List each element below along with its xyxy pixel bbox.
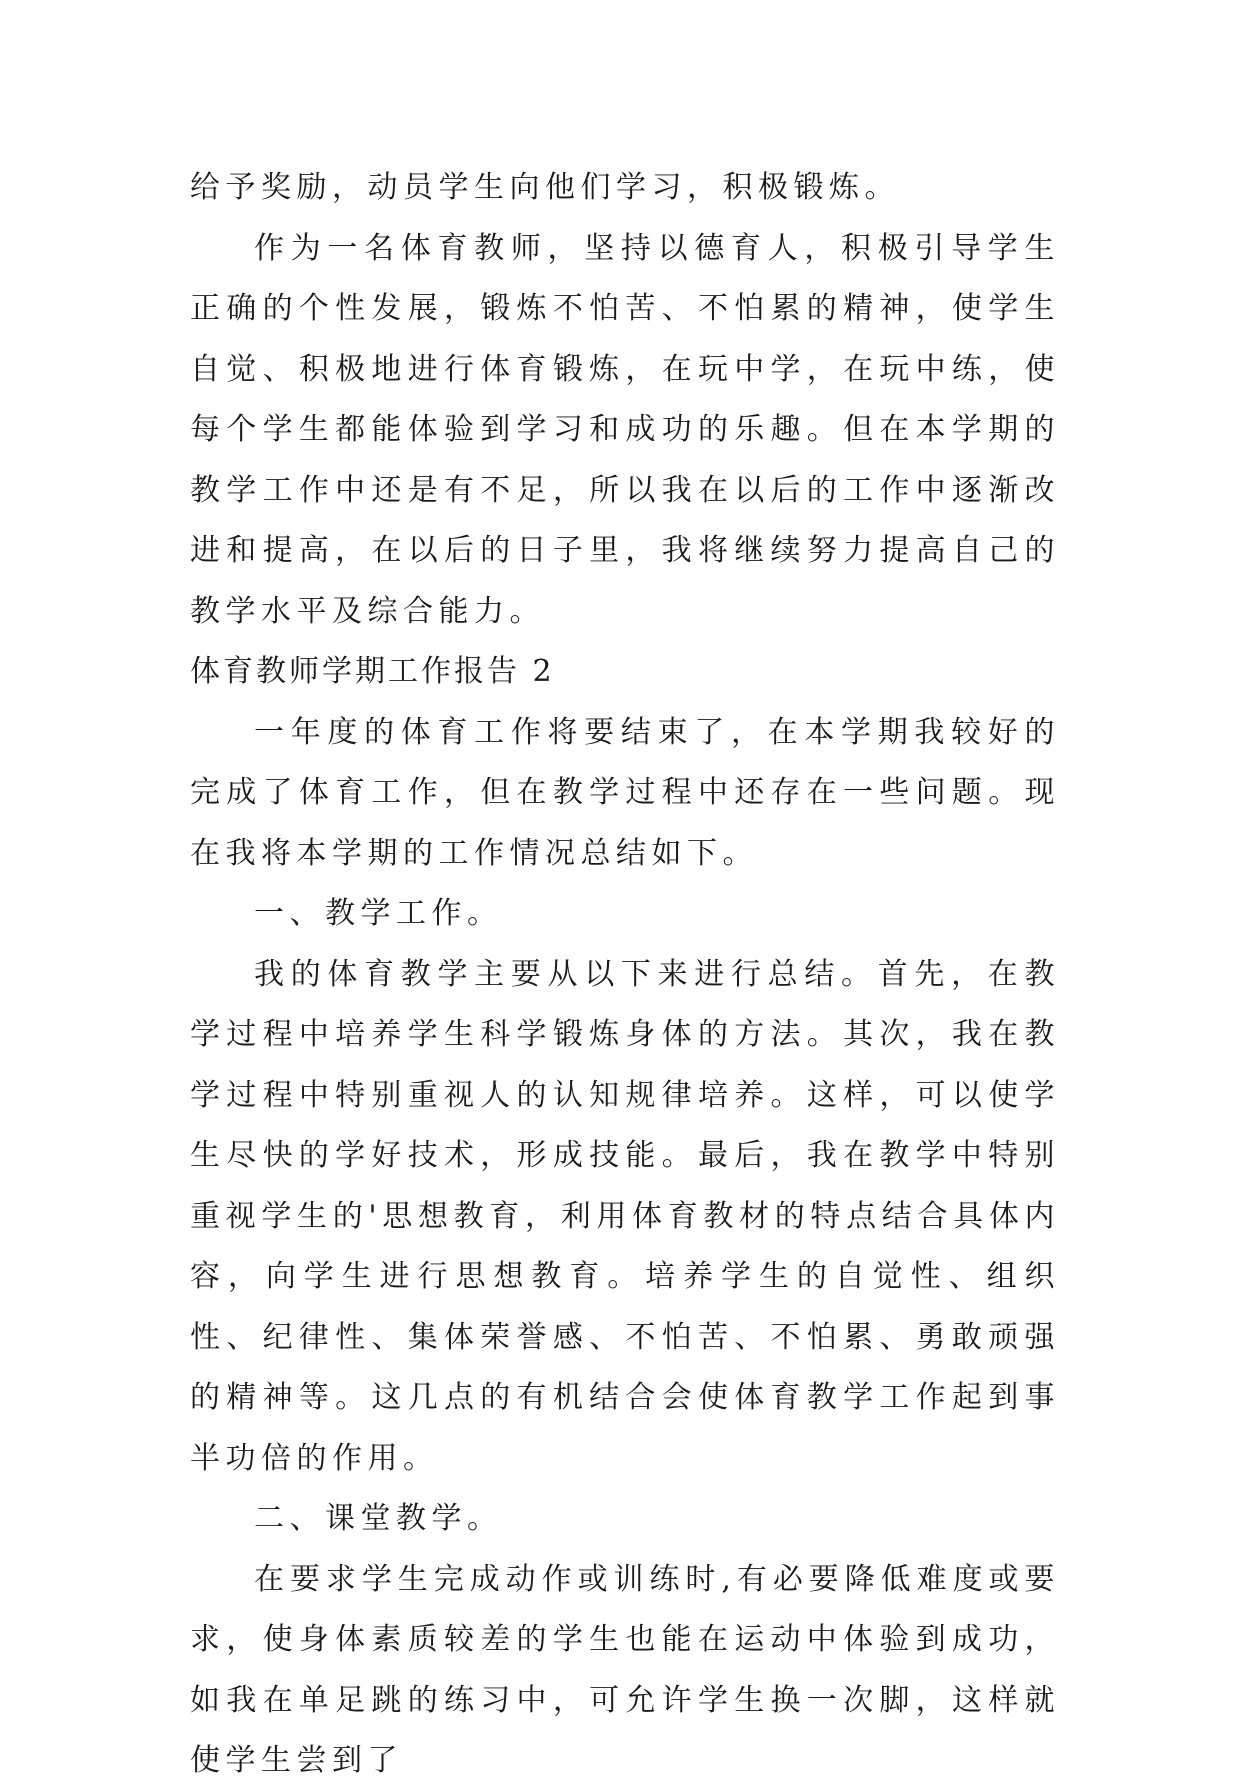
paragraph-continuation: 给予奖励，动员学生向他们学习，积极锻炼。 [190,170,900,205]
report-heading: 体育教师学期工作报告 2 [190,654,555,689]
paragraph-teaching: 我的体育教学主要从以下来进行总结。首先，在教学过程中培养学生科学锻炼身体的方法。其次，我在教学过程中特别重视人的认知规律培养。这样，可以使学生尽快的学好技术，形成技能。最后，我在教学中特别重视学生的'思想教育，利用体育教材的特点结合具体内容，向学生进行思想教育。培养学生的自觉性、组织性、纪律性、集体荣誉感、不怕苦、不怕累、勇敢顽强的精神等。这几点的有机结合会使体育教学工作起到事半功倍的作用。 [190,956,1060,1476]
paragraph-teacher-role: 作为一名体育教师，坚持以德育人，积极引导学生正确的个性发展，锻炼不怕苦、不怕累的精神，使学生自觉、积极地进行体育锻炼，在玩中学，在玩中练，使每个学生都能体验到学习和成功的乐趣。但在本学期的教学工作中还是有不足，所以我在以后的工作中逐渐改进和提高，在以后的日子里，我将继续努力提高自己的教学水平及综合能力。 [190,230,1060,629]
paragraph-classroom: 在要求学生完成动作或训练时,有必要降低难度或要求，使身体素质较差的学生也能在运动中体验到成功，如我在单足跳的练习中，可允许学生换一次脚，这样就使学生尝到了 [190,1561,1060,1778]
section-heading-classroom-teaching: 二、课堂教学。 [254,1501,503,1536]
paragraph-intro: 一年度的体育工作将要结束了，在本学期我较好的完成了体育工作，但在教学过程中还存在一些问题。现在我将本学期的工作情况总结如下。 [190,714,1060,871]
document-body [190,158,1060,1792]
section-heading-teaching-work: 一、教学工作。 [254,896,503,931]
